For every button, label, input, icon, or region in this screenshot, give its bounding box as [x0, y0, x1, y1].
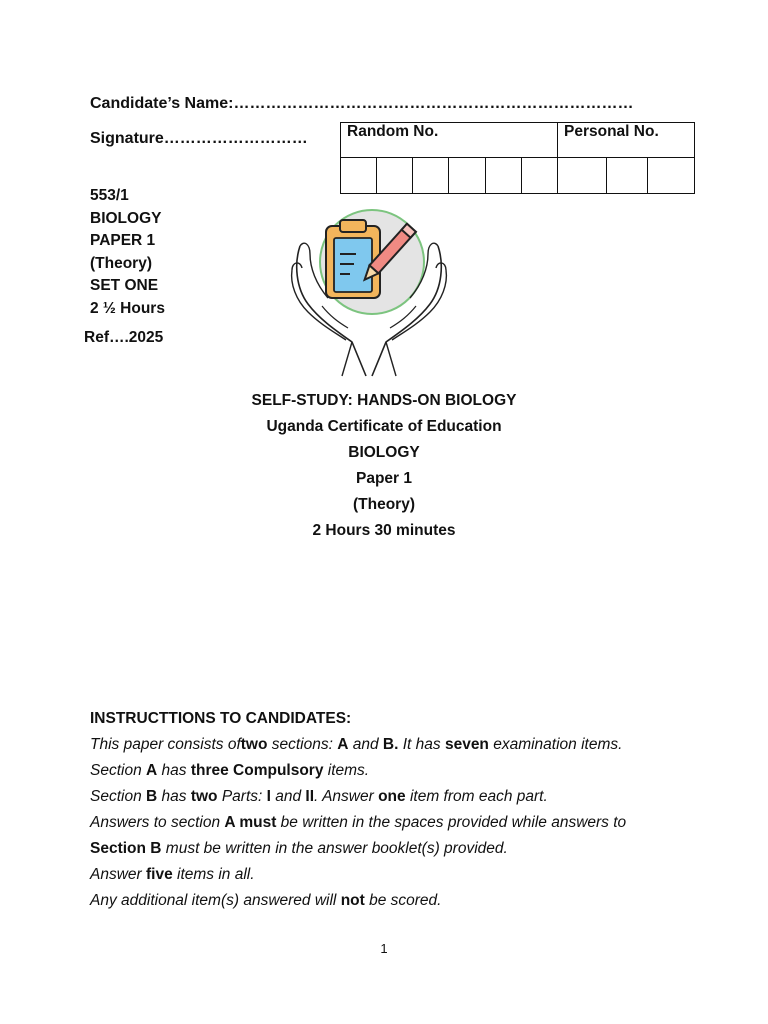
random-no-box[interactable]: [449, 158, 485, 194]
signature-label: Signature: [90, 130, 164, 147]
signature-dots: ………………………: [163, 130, 308, 147]
candidate-name-label: Candidate’s Name:: [90, 95, 234, 112]
paper-label: PAPER 1: [90, 232, 156, 249]
instruction-line: Section B must be written in the answer booklet(s) provided.: [90, 840, 508, 857]
personal-no-box[interactable]: [558, 158, 607, 194]
signature-field[interactable]: [90, 130, 308, 148]
instruction-line: This paper consists oftwo sections: A and B. It has seven examination items.: [90, 736, 623, 753]
title-subject: BIOLOGY: [348, 444, 420, 461]
set-label: SET ONE: [90, 277, 159, 294]
candidate-name-dots: …………………………………………………………………: [233, 95, 634, 112]
instructions-title: INSTRUCTTIONS TO CANDIDATES:: [90, 710, 352, 727]
random-no-box[interactable]: [521, 158, 557, 194]
title-type: (Theory): [353, 496, 415, 513]
title-duration: 2 Hours 30 minutes: [312, 522, 456, 539]
paper-number: 553/1: [90, 187, 129, 204]
random-no-box[interactable]: [413, 158, 449, 194]
title-certificate: Uganda Certificate of Education: [266, 418, 502, 435]
instruction-line: Section B has two Parts: I and II. Answer one item from each part.: [90, 788, 548, 805]
candidate-number-table: [340, 122, 695, 194]
random-no-box[interactable]: [341, 158, 377, 194]
title-series: SELF-STUDY: HANDS-ON BIOLOGY: [251, 392, 517, 409]
random-no-label: Random No.: [341, 123, 558, 158]
personal-no-box[interactable]: [607, 158, 648, 194]
page-number: 1: [380, 941, 388, 956]
title-paper: Paper 1: [355, 470, 412, 487]
instruction-line: Answers to section A must be written in the spaces provided while answers to: [90, 814, 627, 831]
personal-no-label: Personal No.: [558, 123, 695, 158]
candidate-name-field[interactable]: [90, 95, 633, 113]
subject: BIOLOGY: [90, 209, 162, 227]
reference: Ref….2025: [84, 329, 164, 346]
paper-code-block: [90, 185, 165, 320]
instruction-line: Answer five items in all.: [90, 866, 255, 883]
paper-type: (Theory): [90, 254, 152, 272]
instruction-line: Any additional item(s) answered will not be scored.: [90, 892, 442, 909]
instruction-line: Section A has three Compulsory items.: [90, 762, 370, 779]
random-no-box[interactable]: [485, 158, 521, 194]
instructions-section: [90, 706, 730, 914]
duration: 2 ½ Hours: [90, 299, 165, 317]
hands-clipboard-logo: [286, 204, 452, 380]
title-block: [0, 388, 768, 544]
personal-no-box[interactable]: [647, 158, 694, 194]
random-no-box[interactable]: [377, 158, 413, 194]
